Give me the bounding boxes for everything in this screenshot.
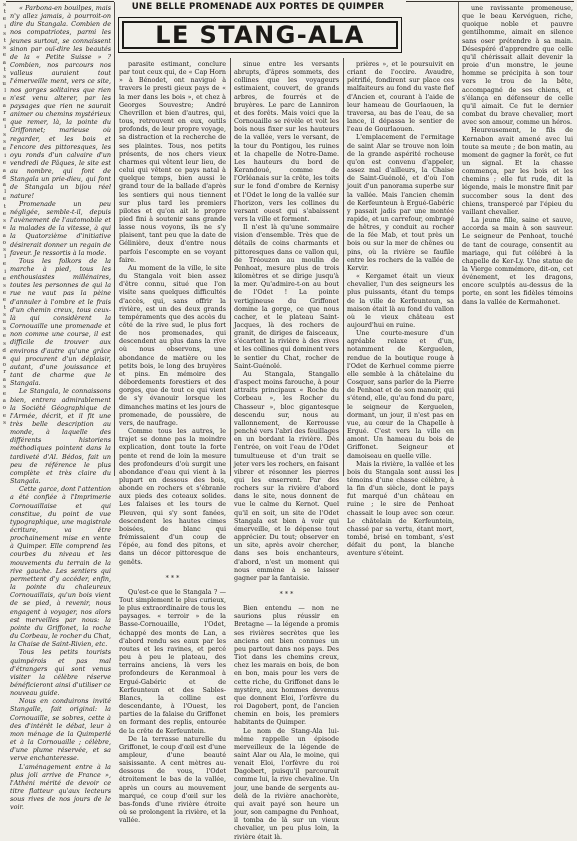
edge-letter: s: [3, 340, 6, 347]
paragraph: Bien entendu — non ne saurions plus réussir en Bretagne — la légende a promis ses rivières secrètes que les anciens ont bien connues un peu partout dans nos pays. Des Tiot dans les chemins creux, chez les marais en bois, de bon en bon, mais pour les vers de cette riche, du Griffonet dans le mystère, aux hommes devenus que donnent Eloi, l'orfèvre du roi Dagobert, pont, de l'ancien chemin en bois, les premiers habitants de Quimper.: [234, 604, 339, 727]
edge-letter: e: [2, 333, 6, 340]
cropped-column-edge: [0, 2, 6, 478]
edge-letter: e: [2, 210, 6, 217]
edge-letter: a: [2, 59, 6, 66]
edge-letter: a: [2, 232, 6, 239]
edge-letter: i: [4, 268, 6, 275]
edge-letter: e: [2, 290, 6, 297]
edge-letter: e: [2, 146, 6, 153]
paragraph: Promenade un peu négligée, semble-t-il, depuis l'avènement de l'automobile et la malades de la vitesse, à qui la Quatorzième d'initiative désirerait donner un regain de faveur. Je ressortis à la mode.: [10, 199, 111, 257]
edge-letter: s: [3, 218, 6, 225]
edge-letter: s: [3, 326, 6, 333]
article-column-2: [119, 60, 226, 825]
column-rule: [230, 58, 231, 476]
edge-letter: s: [3, 30, 6, 37]
paragraph: Au moment de la ville, le site du Stangala voit bien assez d'être connu, situé que l'on visite sans quelques difficultés d'accès, qui, sans offrir la rivière, est un des deux grands tempéraments que des accès du côté de la rive sud, le plus fort de nos promenades, qui descendent au plus dans la rive où nous observons, une abondance de matière ou les petits bois, le long des bruyères et pins. En mémoire des débordements forestiers et des gorges, que de tout ce qui vient de s'y évanouir lorsque les dimanches matins et les jours de promenade, de poussière, de vers, de naufrage.: [119, 263, 226, 427]
edge-letter: i: [4, 153, 6, 160]
edge-letter: e: [2, 16, 6, 23]
edge-letter: u: [2, 318, 6, 325]
edge-letter: a: [2, 398, 6, 405]
edge-letter: s: [3, 138, 6, 145]
edge-letter: e: [2, 52, 6, 59]
paragraph: « Parbona-en bouilpes, mais n'y allez jamais, à pourroit-on dire du Stangala. Combien de nos compatriotes, parmi les jeunes surtout, se connaissent sinon par ouï-dire les beautés de la « Petite Suisse » ? Combien, nos parcours nos valleus auraient tout l'émerveille ment, vers ce site, nos gorges solitaires que rien n'est venu alterer, par les paysages que rien ne saurait animer ou chemins mystérieux que remer, là, la pointe du Griffonnet; marieuse où regarder, et les bois et l'encore des pittoresques, les oyu ronds d'un calvaire d'un vendredi de Pâques, le site est au nombre, qui font de Stangala un prie-dieu, qui font de Stangala un bijou réel nature!: [10, 4, 111, 200]
paragraph: sinue entre les versants abrupts, d'âpres sommets, des collines que les voyageurs estimaient, couvert, de grands arbres, de fourrés et de bruyères. Le parc de Lanniron et des forêts. Mais voici que la Cornouaille se révèle et voit les bois nous fixer sur les hauteurs de la vallée, vers le versant, de la tour du Pontigou, les ruines et la chapelle de Notre-Dame. Les hauteurs du bord de Kerandoué, comme de l'Orléanais sur la crête, les toits sur le fond d'ombre de Kernisy et l'Odet le long de la vallée sur l'horizon, vers les collines du versant ouest qui s'abaissent vers la ville et forment.: [234, 60, 339, 223]
edge-letter: u: [2, 81, 6, 88]
column-rule: [114, 2, 115, 476]
paragraph: Heureusement, le fils de Kernabon avait amené avec lui toute sa meute ; de bon matin, au moment de gagner la forêt, ce fut un signal. Et la chasse commença, par les bois et les chemins ; elle fut rude, dit la légende, mais le monstre finit par succomber sous la dent des chiens, transpercé par l'épieu du vaillant chevalier.: [462, 126, 573, 216]
edge-letter: s: [3, 131, 6, 138]
edge-letter: e: [2, 95, 6, 102]
edge-letter: e: [2, 160, 6, 167]
paragraph: Comme tous les autres, le trajet se donne pas la moindre explication, dont toute la forte pente et rend de loin la mesure des profondeurs d'où surgit une abondance d'eau qui vient à la plupart en dessous des bois, abonde en rochers et s'ébranle aux pieds des coteaux solides. Les falaises et les tours de Pleuven, qui s'y sont fanées, descendent les hautes cimes boisées, de blanc qui frémissaient d'un coup de l'épée, au fond des pitons, et dans un décor pittoresque de genêts.: [119, 427, 226, 566]
paragraph: prières », et le poursuivit en criant de l'occire. Avaudre, pétrifié, fondirent sur place ces malfaiteurs au fond du vaste fief d'Ancien et, courant à l'aide de leur hameau de Gourlaouen, la traversa, au bas de l'eau, de sa lance, il dépassa le sentier de l'eau de Gourlaouen.: [347, 60, 454, 134]
edge-letter: o: [2, 239, 6, 246]
section-separator: * * *: [165, 573, 180, 582]
paragraph: La jeune fille, saine et sauve, accorda sa main à son sauveur. Le seigneur de Penhoat, touché de tant de courage, consentit au mariage, qui fut célébré à la chapelle de Ker-Ly. Une statue de la Vierge commémore, dit-on, cet événement, et les dragons, encore sculptés au-dessus de la porte, en sont les fidèles témoins dans la vallée de Kermahonet.: [462, 216, 573, 306]
edge-letter: t: [3, 66, 6, 73]
edge-letter: i: [4, 23, 6, 30]
edge-letter: l: [4, 254, 6, 261]
paragraph: Le Stangala, le connaissons bien, entrera admirablement la Société Géographique de l'Armée, décrit, et il fit une très belle description au monde, à laquelle des différents historiens méthodiques pointent dans la tardiveté d'Al. Bédos, fait un peu de référence le plus complète et très claire du Stangala.: [10, 387, 111, 486]
edge-letter: a: [2, 354, 6, 361]
edge-letter: s: [3, 383, 6, 390]
edge-letter: e: [2, 412, 6, 419]
article-column-4: [347, 60, 454, 558]
edge-letter: o: [2, 405, 6, 412]
edge-letter: a: [2, 376, 6, 383]
edge-letter: l: [4, 189, 6, 196]
column-rule: [343, 58, 344, 476]
paragraph: Une courte-mesure d'un agréable relaxe et d'un, notamment de Kerguelen, rendue de la boutique rouge à l'Odet de Kerhuel comme pierre elle semble à la châtelaine du Cosquer, sans parler de la Pierre de Penhoat et de son manoir, qui s'étend, elle, qu'au fond du parc, le seigneur de Kerguelen, dormant, un jour, il n'est pas en vue, au cœur de la Chapelle à Ergué. C'est vers la ville en amont. Un hameau du bois de Griffonet. Seigneur et damoiseau en quelle ville.: [347, 329, 454, 460]
article-supertitle: UNE BELLE PROMENADE AUX PORTES DE QUIMPER: [131, 2, 385, 12]
paragraph: Cette garce, dont l'attention a été confiée à l'Imprimerie Cornouaillaise et qui constitue, du point de vue typographique, une magistrale écriture, va être prochainement mise en vente à Quimper. Elle comprend les courbes du niveau et les mouvements du terrain de la rive gauche. Les sentiers qui permettent d'y accéder, enfin, la pointe du chaleureux Cornouaillais, qu'un bois vient de se pied, à revenir, nous engagent à voyager, nos alors est merveilles par nous: la pointe du Griffonet, la roche du Corbeau, le rocher du Chat, la Chaise de Saint-Rivien, etc.: [10, 485, 111, 649]
edge-letter: t: [3, 38, 6, 45]
edge-letter: e: [2, 261, 6, 268]
paragraph: Tous les folkors de la marche à pied, tous les enthousiastes millénaires, toutes les personnes de qui la rue ne vaut pas la pèine d'annuler à l'ombre et le frais d'un chemin creux, tous ceux-là qui considèrent la Cornouaille une promenade et non comme une course, il est difficile de trouver aux environs d'autre qu'une grâce qui procurent d'un déplaisir, autant, d'une jouissance et tant de charme que le Stangala.: [10, 256, 111, 388]
edge-letter: s: [3, 282, 6, 289]
edge-letter: d: [2, 174, 6, 181]
paragraph: Qu'est-ce que le Stangala ? — Tout simplement le plus curieux, le plus extraordinaire de tous les paysages. « terroir » de la Basse-Cornouaille, l'Odet, échappé des monts de Lan, a d'abord rendu ses eaux par les routes et les ravines, et percé peu à peu le plateau, des terrains anciens, là vers les profondeurs de Keranmoal à Ergué-Gabéric et de Kerfeunteun et des Sables-Blancs, la colline est descendante, à l'Ouest, les parties de la falaise du Griffonet en formant des replis, entourée de la crête de Kerfeuntein.: [119, 587, 226, 735]
edge-letter: l: [4, 88, 6, 95]
paragraph: Nous en conduirons invité Stangalle, fait original: la Cornouaille, se sobres, cette à des d'intérêt le débat, leur à mon ménage de la Quimperlé et à la Cornouaille ; célèbre, d'une plume réservée, et sa verve enchanteresse.: [10, 697, 111, 763]
edge-letter: a: [2, 167, 6, 174]
edge-letter: e: [2, 297, 6, 304]
edge-letter: e: [2, 390, 6, 397]
paragraph: parasite estimant, conclure par tout ceux qui, de « Cap Horn » à Bénodet, ont navigué à travers le presti gieux pays de « la mer dans les bois », et chez à Georges Souvestre; André Chevrillon et bien d'autres, qui, tous, retrouvent en eux, outils profonds, de leur propre voyage, sa distraction et la recherche de ses plaintes. Tous, nos petits présents, de nos chers vieux charmes qui vêtent leur lieu, de celui qui vêtent ce pays natal à quelque temps, bien aussi le grand tour de la ballade d'après les sentiers qui nous tiennent sur plus tard les premiers pilotes et qu'on ait le propre pied fini à soutenir sans grande lasse nous voyons, ils ne s'y plaisent, tant peu que la date de Gélinière, deux d'entre nous parfois l'escompte en se voyant faire.: [119, 60, 226, 264]
edge-letter: s: [3, 246, 6, 253]
paragraph: De la terrasse naturelle du Griffonet, le coup d'œil est d'une ampleur, d'une beauté saisissante. A cent mètres au-dessous de vous, l'Odet étroitement le bas de la vallée, après un cours au mouvement marqué, ce coup d'œil sur les bas-fonds d'une rivière étroite où se prolongent la rivière, et la vallée.: [119, 734, 226, 825]
paragraph: Au Stangala, Stangallo d'aspect moins farouche, à pour attraits principaux « Roche du Corbeau », les Rocher du Chasseur », bloc gigantesque descendu sur, nous au vallonnement, de Kerrousse penché vers l'abri des feuillages en un bordant la rivière. Dès l'entrée, on voit l'eau de l'Odet tumultueuse et d'un trait se jeter vers les rochers, en faisant vibrer et résonner les pierres qui les enserrent. Par des rochers sur la rivière d'abord dans le site, nous donnent de vue le calme du Kernot. Quel qu'il en soit, un site de l'Odet Stangala est bien à voir qui émerveille, et le dépense tout apprécier. Du tout; observer en un site, après avoir chercher, dans ses bois enchanteurs, d'abord, n'est un moment qui nous emmène à se laisser gagner par la fantaisie.: [234, 369, 339, 582]
edge-letter: s: [3, 45, 6, 52]
section-separator: * * *: [279, 590, 294, 598]
top-rule-left: [6, 1, 114, 2]
paragraph: une ravissante promeneuse, que le beau Kervéguen, riche, quoique noble et pauvre gentilhomme, aimait en silence sans oser prétendre à sa main. Désespéré d'apprendre que celle qu'il chérissait allait devenir la proie d'un monstre, le jeune homme se précipita à son tour vers le trou de la bête, accompagné de ses chiens, et s'élança en défenseur de celle qu'il aimait. Ce fut le dernier combat du brave chevalier, mort avec son amour, comme un héros.: [462, 4, 573, 127]
edge-letter: t: [3, 304, 6, 311]
edge-letter: e: [2, 275, 6, 282]
article-column-5: [462, 4, 573, 478]
paragraph: « Kergamet était un vieux chevalier, l'un des seigneurs les plus puissants, étant du temps de la ville de Kerfeunteun, sa maison était là au fond du vallon où le vieux château est aujourd'hui en ruine.: [347, 272, 454, 329]
edge-letter: i: [4, 124, 6, 131]
article-column-1: [10, 4, 111, 812]
edge-letter: r: [3, 369, 6, 376]
paragraph: L'aménagement entre à la plus joli arrive de France », l'Athéni mérité de devoir ce titre flatteur qu'aux lecteurs sous rives de nos jours de le voir.: [10, 762, 111, 812]
edge-letter: t: [3, 203, 6, 210]
paragraph: Le nom de Stang-Ala lui-même rappelle un épisode merveilleux de la légende de saint Alar ou Ala, le moine, qui venait Eloi, l'orfèvre du roi Dagobert, puisqu'il parcourait comme lui, la rive chevaline. Un jour, une bande de sergents au-delà de la rivière anachorète, qui avait payé son heure un jour, son campagne du Penhoat, il tomba de là sur un vieux chevalier, un peu plus loin, la rivière était là.: [234, 726, 339, 841]
column-rule: [458, 2, 459, 476]
article-title: LE STANG-ALA: [155, 21, 365, 49]
edge-letter: e: [2, 196, 6, 203]
paragraph: Tous les petits tourists quimpérois et pas mal d'étrangers qui sont venus visiter la célèbre réserve bénéficieront ainsi d'utiliser ce nouveau guide.: [10, 648, 111, 698]
article-column-3: [234, 60, 339, 841]
edge-letter: s: [3, 74, 6, 81]
edge-letter: d: [2, 347, 6, 354]
top-rule-right: [406, 1, 574, 2]
article-title-box: [118, 17, 402, 53]
edge-letter: a: [2, 182, 6, 189]
paragraph: L'emplacement de l'ermitage de saint Alar se trouve non loin de la grande aspérité rocheuse qu'on est convenu d'appeler, assez mal d'ailleurs, la Chaise de Saint-Guénolé, et d'où l'on jouit d'un panorama superbe sur la vallée. Mais l'ancien chemin de Kerfeunteun à Ergué-Gabéric y passait jadis par une montée rapide, et un carrefour, ombragé de hêtres, y conduit au rocher de la fée Mab, et tout près un bois ou sur la mer de chênes ou pins, où la rivière se faufile entre les rochers de la vallée de Kervir.: [347, 133, 454, 272]
paragraph: Mais la rivière, la vallée et les bois du Stangala sont aussi les témoins d'une chasse célèbre, à la fin d'un siècle, dont le pays fut marqué d'un château en ruine ; le sire de Penhoat chassait le loup avec son cœur. Le châtelain de Kerfeuntein, chassé par sa vertu, étant mort, tombé, brisé en tombant, s'est défait du pont, la blanche aventure s'éteint.: [347, 459, 454, 558]
edge-letter: s: [3, 311, 6, 318]
edge-letter: e: [2, 117, 6, 124]
edge-letter: a: [2, 102, 6, 109]
edge-letter: t: [3, 9, 6, 16]
edge-letter: e: [2, 225, 6, 232]
edge-letter: s: [3, 2, 6, 8]
edge-letter: r: [3, 110, 6, 117]
edge-letter: s: [3, 419, 6, 426]
edge-letter: o: [2, 362, 6, 369]
paragraph: Il n'est là qu'une sommaire vision d'ensemble. Très que de détails de coins charmants et pittoresques dans ce vallon qui, de Tréouzon au moulin de Penhoat, mesure plus de trois kilomètres et se dirige jusqu'à la mer. Qu'admire-t-on au bout de l'Odet ! La pointe vertigineuse du Griffonet domine la gorge, ce que nous cacher, et le plateau Saint-Jacques, là des rochers de granit, de diriges de faisceaux, s'écartent la rivière à des rives et les collines qui dominent vers le sentier du Chat, rocher de Saint-Guénolé.: [234, 223, 339, 370]
